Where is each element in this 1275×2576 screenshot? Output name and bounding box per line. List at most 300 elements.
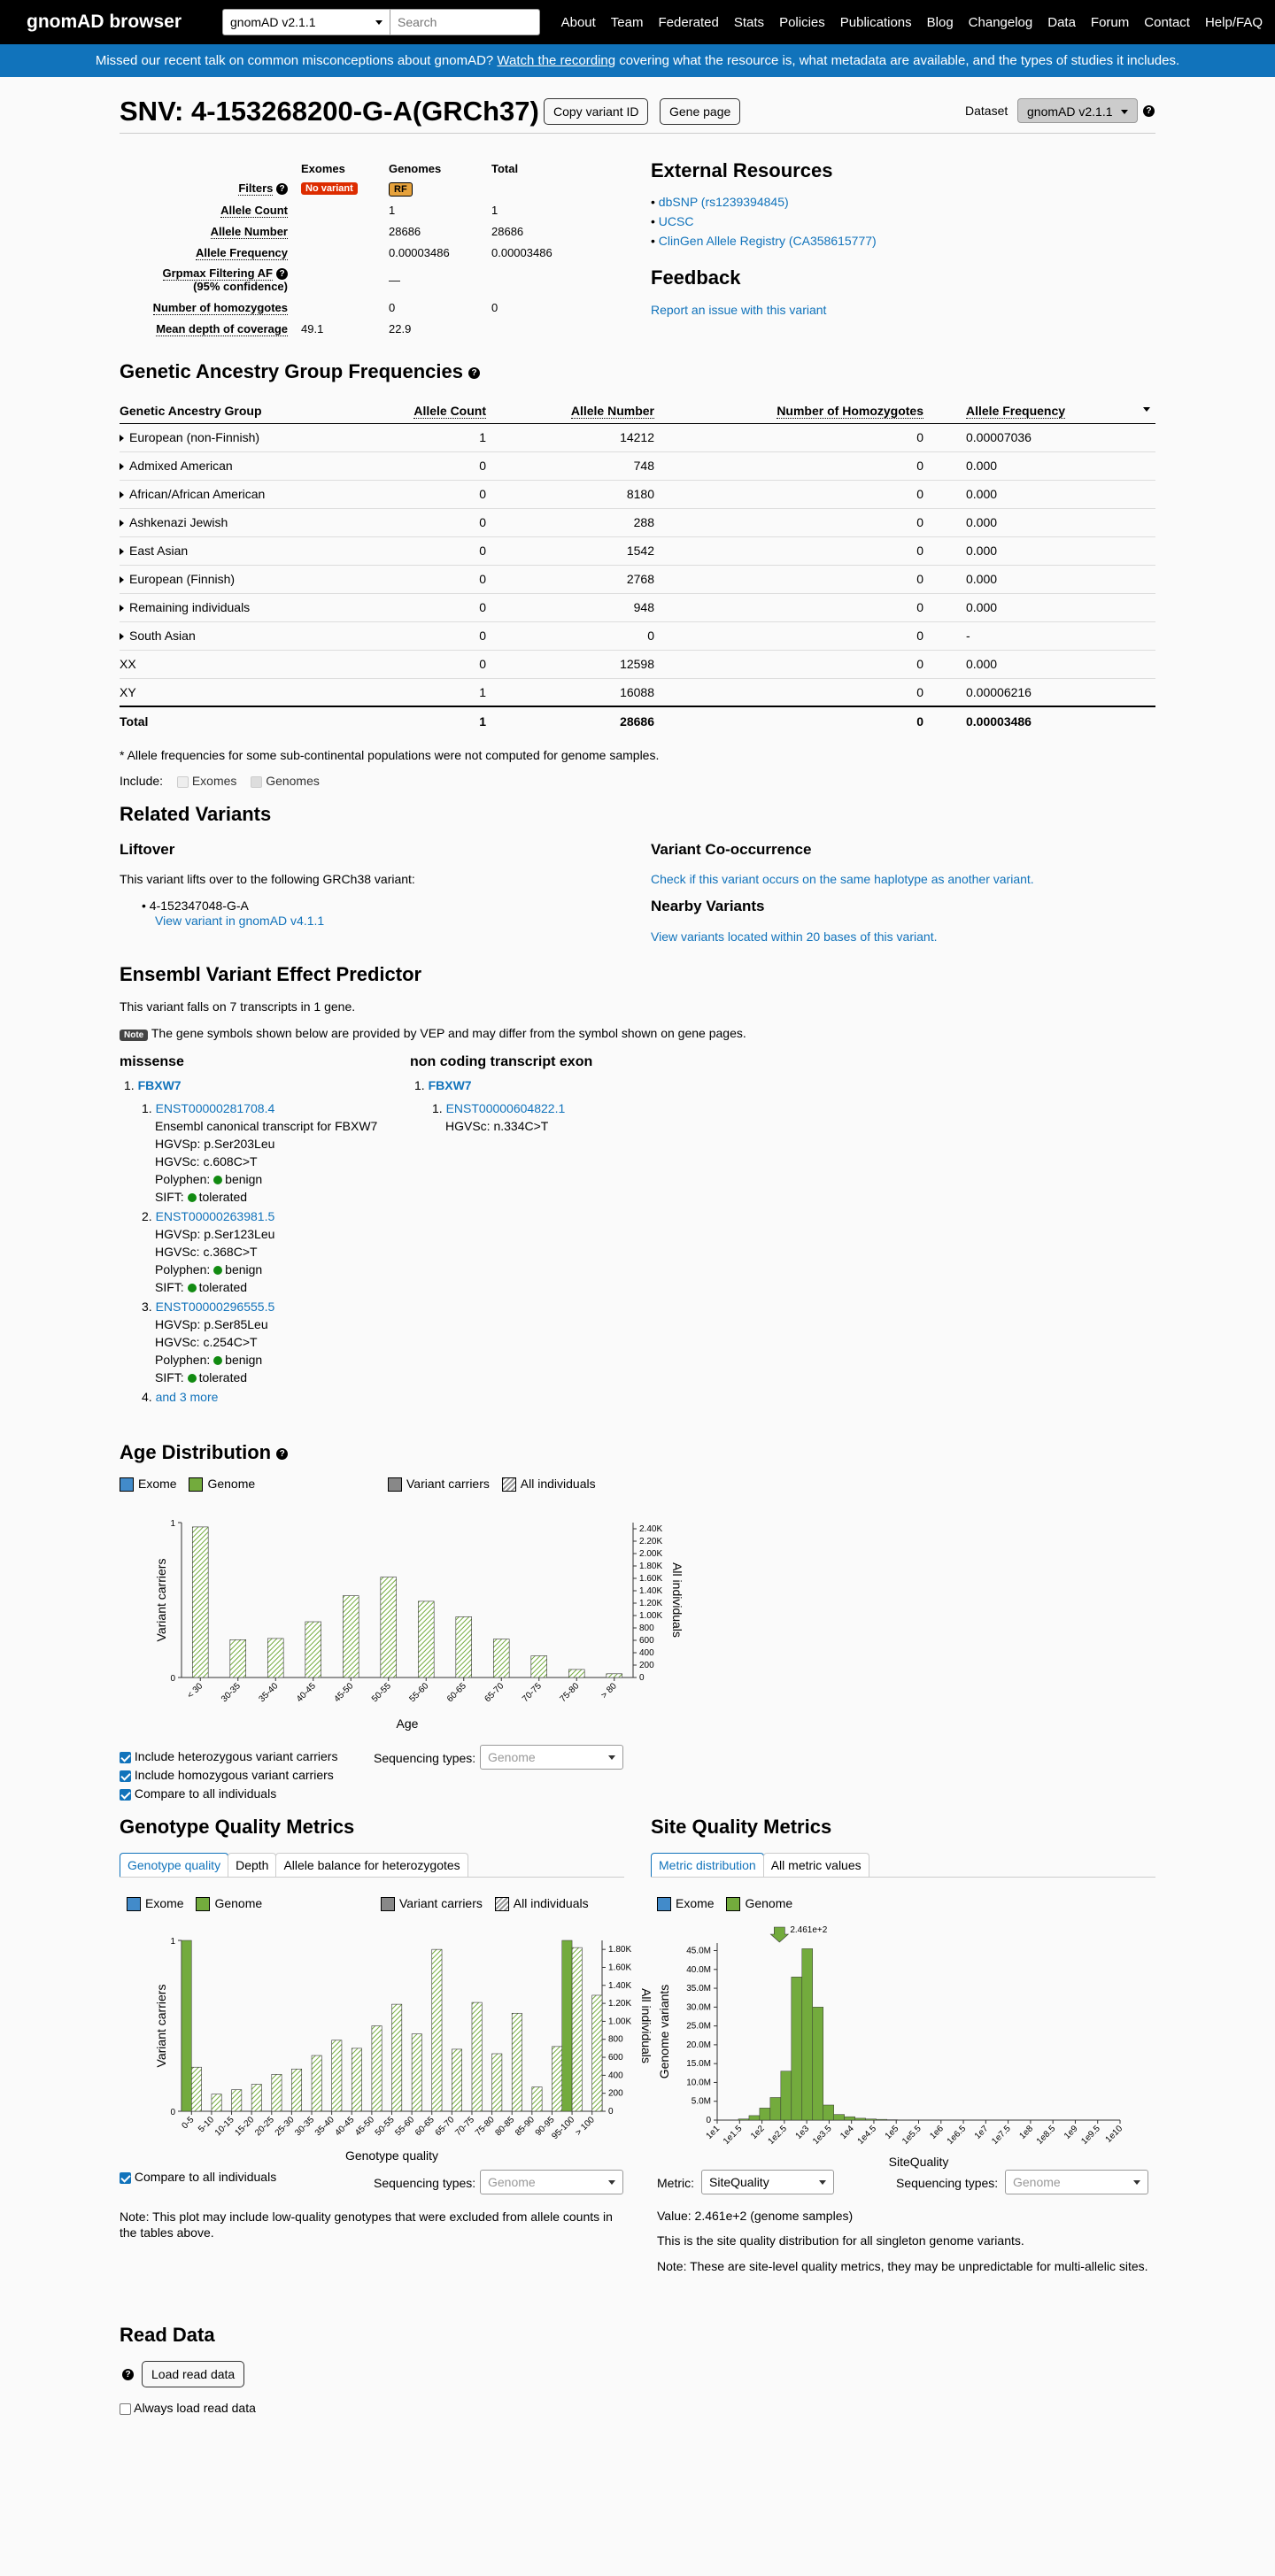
all-individuals-bar	[272, 2074, 282, 2111]
group-name: Total	[120, 713, 149, 729]
include-genomes-checkbox[interactable]	[251, 776, 262, 788]
cell-ac: 0	[385, 536, 491, 565]
external-resources-title: External Resources	[651, 159, 833, 181]
header-group[interactable]	[120, 395, 385, 423]
cell-hom: 0	[660, 621, 929, 650]
gq-compare	[120, 2170, 276, 2184]
cell-ac: 1	[385, 423, 491, 451]
polyphen	[155, 1261, 377, 1278]
polyphen-value: benign	[225, 1262, 263, 1276]
x-tick-label: 1e4	[838, 2124, 856, 2141]
cell-ac: 1	[385, 706, 491, 735]
genome-swatch	[189, 1477, 203, 1492]
banner-text: Missed our recent talk on common misconceptions about gnomAD?	[95, 53, 494, 68]
x-tick-label: 1e3.5	[811, 2124, 834, 2147]
x-tick-label: 1e9	[1062, 2124, 1080, 2141]
compare-all-checkbox[interactable]	[120, 1789, 131, 1801]
dataset-select[interactable]	[222, 9, 390, 35]
chevron-down-icon	[375, 20, 382, 25]
all-individuals-bar	[607, 1674, 622, 1677]
header-homozygotes-label: Number of Homozygotes	[777, 403, 923, 418]
transcript-link[interactable]: ENST00000263981.5	[155, 1209, 275, 1223]
histogram-bar	[760, 2108, 770, 2120]
x-tick-label: 80-85	[493, 2115, 517, 2139]
gene-page-button[interactable]: Gene page	[660, 98, 740, 125]
nav-link-data[interactable]: Data	[1047, 14, 1076, 30]
missense-gene-link[interactable]: FBXW7	[137, 1078, 182, 1092]
metric-select[interactable]	[701, 2170, 834, 2194]
chevron-down-icon	[819, 2180, 826, 2185]
x-tick-label: 1e1.5	[721, 2124, 745, 2147]
age-options	[120, 1747, 337, 1803]
all-individuals-bar	[492, 2054, 502, 2111]
external-link[interactable]: ClinGen Allele Registry (CA358615777)	[658, 234, 877, 248]
sq-seq-select[interactable]	[1005, 2170, 1148, 2194]
y2-tick-label: 600	[608, 2053, 623, 2063]
cell-an: 748	[491, 451, 660, 480]
include-exomes-checkbox[interactable]	[177, 776, 189, 788]
table-row	[120, 678, 1155, 706]
all-individuals-bar	[456, 1616, 472, 1677]
cell-ac: 0	[385, 650, 491, 678]
histogram-bar	[738, 2119, 749, 2120]
y2-tick-label: 1.20K	[639, 1599, 663, 1608]
announcement-banner	[0, 44, 1275, 77]
all-individuals-bar	[332, 2040, 342, 2111]
table-row[interactable]	[120, 536, 1155, 565]
histogram-bar	[855, 2118, 866, 2120]
nav-link-blog[interactable]: Blog	[926, 14, 954, 30]
all-individuals-bar	[512, 2013, 522, 2111]
noncoding-title: non coding transcript exon	[410, 1054, 593, 1069]
header-allele-count-label: Allele Count	[413, 403, 486, 418]
help-icon[interactable]: ?	[122, 2369, 134, 2380]
y-tick-label: 10.0M	[686, 2078, 711, 2088]
legend-exome: Exome	[145, 1896, 184, 1910]
dataset-label: Dataset	[965, 104, 1008, 118]
transcript-item: 1. ENST00000281708.4 Ensembl canonical transcript for FBXW7 HGVSp: p.Ser203Leu HGVSc: c.608C>T Polyphen: benign SIFT: tolerated	[142, 1101, 378, 1204]
x-tick-label: 1e1	[704, 2124, 722, 2141]
histogram-bar	[770, 2097, 781, 2120]
expand-icon[interactable]	[120, 633, 124, 640]
liftover-link[interactable]: View variant in gnomAD v4.1.1	[155, 914, 325, 928]
total-row	[120, 706, 1155, 735]
chevron-down-icon	[1133, 2180, 1140, 2185]
all-individuals-bar	[472, 2002, 482, 2111]
histogram-bar	[845, 2117, 855, 2120]
table-row[interactable]	[120, 621, 1155, 650]
all-individuals-bar	[552, 2047, 561, 2111]
cell-af: -	[929, 621, 1155, 650]
y-tick-label: 5.0M	[691, 2096, 711, 2107]
all-individuals-bar	[412, 2034, 421, 2111]
y2-tick-label: 2.20K	[639, 1537, 663, 1546]
x-tick-label: > 80	[599, 1681, 619, 1701]
summary-row-label	[163, 266, 288, 293]
y-axis-label: Variant carriers	[154, 1558, 168, 1642]
y2-tick-label: 200	[639, 1661, 654, 1670]
x-tick-label: < 30	[185, 1681, 205, 1701]
exome-swatch	[657, 1897, 671, 1911]
help-icon[interactable]: ?	[276, 183, 288, 195]
y-tick-label: 1	[170, 1937, 175, 1947]
sort-desc-icon	[1143, 407, 1150, 412]
y2-tick-label: 800	[608, 2034, 623, 2045]
age-legend-2	[388, 1477, 596, 1492]
sift-value: tolerated	[198, 1280, 248, 1294]
x-tick-label: 5-10	[197, 2115, 217, 2135]
summary-total-value: 1	[491, 204, 498, 217]
summary-genomes-value: 0	[389, 301, 396, 314]
cell-af: 0.00006216	[929, 678, 1155, 706]
x-tick-label: 30-35	[293, 2115, 317, 2139]
cooccurrence-link[interactable]: Check if this variant occurs on the same haplotype as another variant.	[651, 872, 1034, 886]
hgvsc: HGVSc: c.254C>T	[155, 1335, 258, 1349]
y2-tick-label: 400	[639, 1648, 654, 1658]
y2-tick-label: 1.20K	[608, 1999, 632, 2009]
group-name: Admixed American	[129, 459, 233, 473]
histogram-bar	[813, 2007, 823, 2120]
transcript-details	[155, 1225, 377, 1296]
noncoding-gene-link[interactable]: FBXW7	[428, 1078, 472, 1092]
expand-icon[interactable]	[120, 605, 124, 612]
x-tick-label: 1e9.5	[1079, 2124, 1102, 2147]
nav-link-changelog[interactable]: Changelog	[968, 14, 1033, 30]
dataset-dropdown-value: gnomAD v2.1.1	[1027, 104, 1113, 119]
summary-label-text: Allele Number	[210, 225, 288, 238]
sq-seq-label: Sequencing types:	[896, 2176, 999, 2190]
cell-hom: 0	[660, 565, 929, 593]
report-issue-link[interactable]: Report an issue with this variant	[651, 303, 827, 317]
table-row[interactable]	[120, 480, 1155, 508]
external-link-item: • ClinGen Allele Registry (CA358615777)	[651, 234, 877, 248]
dataset-dropdown[interactable]	[1017, 98, 1138, 123]
nearby-link[interactable]: View variants located within 20 bases of this variant.	[651, 929, 938, 944]
genotype-quality-title: Genotype Quality Metrics	[120, 1816, 355, 1838]
cell-group	[120, 508, 385, 536]
sift	[155, 1188, 377, 1206]
cell-group	[120, 565, 385, 593]
vep-title: Ensembl Variant Effect Predictor	[120, 963, 422, 985]
include-genomes-label: Genomes	[266, 774, 320, 788]
y-tick-label: 20.0M	[686, 2040, 711, 2050]
polyphen-dot-icon	[213, 1356, 222, 1365]
metric-select-value: SiteQuality	[709, 2175, 769, 2189]
summary-row-label	[220, 204, 288, 217]
age-distribution-chart	[120, 1505, 684, 1735]
x-tick-label: 20-25	[253, 2115, 276, 2139]
feedback-title: Feedback	[651, 266, 741, 289]
sift-label: SIFT:	[155, 1370, 184, 1384]
load-read-data-button[interactable]: Load read data	[142, 2361, 244, 2387]
gq-seq-value: Genome	[488, 2175, 536, 2189]
header-allele-number[interactable]	[491, 395, 660, 423]
header-homozygotes[interactable]	[660, 395, 929, 423]
x-tick-label: 85-90	[514, 2115, 537, 2139]
all-individuals-bar	[392, 2004, 402, 2111]
all-individuals-bar	[381, 1577, 397, 1677]
all-individuals-bar	[532, 2087, 542, 2111]
logo[interactable]: gnomAD browser	[27, 12, 182, 32]
include-row	[120, 774, 320, 788]
hgvsp: HGVSp: p.Ser203Leu	[155, 1137, 275, 1151]
main-nav	[561, 0, 1263, 44]
vep-note-text: The gene symbols shown below are provided by VEP and may differ from the symbol shown on gene pages.	[151, 1026, 746, 1040]
age-seq-label: Sequencing types:	[374, 1751, 476, 1765]
cell-group	[120, 650, 385, 678]
x-axis-label: Genotype quality	[344, 2148, 439, 2163]
external-link[interactable]: dbSNP (rs1239394845)	[658, 195, 789, 209]
liftover-variant-id: 4-152347048-G-A	[149, 899, 249, 913]
y2-tick-label: 1.60K	[608, 1963, 632, 1973]
age-distribution-title	[120, 1441, 288, 1464]
ancestry-title-text: Genetic Ancestry Group Frequencies	[120, 360, 463, 382]
table-row[interactable]	[120, 451, 1155, 480]
expand-icon[interactable]	[120, 463, 124, 470]
expand-icon[interactable]	[120, 576, 124, 583]
sq-tabs	[651, 1853, 1155, 1878]
all-individuals-bar	[352, 2048, 361, 2111]
histogram-bar	[834, 2115, 845, 2120]
heterozygous-checkbox[interactable]	[120, 1752, 131, 1763]
carrier-bar	[562, 1940, 572, 2111]
cell-hom: 0	[660, 508, 929, 536]
transcript-details	[155, 1117, 377, 1206]
nav-link-policies[interactable]: Policies	[779, 14, 825, 30]
x-tick-label: 1e8	[1017, 2124, 1036, 2141]
x-tick-label: 1e8.5	[1034, 2124, 1058, 2147]
banner-link[interactable]: Watch the recording	[497, 53, 616, 68]
more-item: 4. and 3 more	[142, 1390, 219, 1404]
cooccurrence-title: Variant Co-occurrence	[651, 841, 812, 858]
nav-link-contact[interactable]: Contact	[1144, 14, 1190, 30]
copy-variant-id-button[interactable]: Copy variant ID	[544, 98, 648, 125]
legend-genome: Genome	[745, 1896, 793, 1910]
search-input[interactable]	[390, 9, 540, 35]
y2-tick-label: 1.60K	[639, 1574, 663, 1584]
nav-link-publications[interactable]: Publications	[839, 14, 912, 30]
x-tick-label: 75-80	[558, 1681, 582, 1705]
histogram-bar	[749, 2116, 760, 2120]
table-row	[120, 650, 1155, 678]
header-allele-number-label: Allele Number	[570, 403, 654, 418]
x-tick-label: 60-65	[445, 1681, 468, 1705]
tab-allele-balance[interactable]: Allele balance for heterozygotes	[275, 1853, 468, 1877]
tab-all-metric-values[interactable]: All metric values	[763, 1853, 869, 1877]
col-genomes: Genomes	[389, 162, 442, 175]
expand-icon[interactable]	[120, 520, 124, 527]
read-data-title: Read Data	[120, 2324, 215, 2346]
x-tick-label: 60-65	[413, 2115, 437, 2139]
x-axis-label: Age	[396, 1716, 419, 1731]
age-seq-select[interactable]	[480, 1745, 623, 1770]
expand-icon[interactable]	[120, 435, 124, 442]
tab-genotype-quality[interactable]: Genotype quality	[120, 1853, 228, 1877]
external-link[interactable]: UCSC	[658, 214, 694, 228]
hgvsc: HGVSc: c.368C>T	[155, 1245, 258, 1259]
x-tick-label: 35-40	[313, 2115, 336, 2139]
genome-swatch	[196, 1897, 210, 1911]
table-row[interactable]	[120, 593, 1155, 621]
summary-genomes-value: 22.9	[389, 322, 412, 335]
header-allele-frequency[interactable]	[929, 395, 1155, 423]
help-icon[interactable]: ?	[468, 367, 480, 379]
all-individuals-bar	[432, 1949, 442, 2111]
table-row[interactable]	[120, 508, 1155, 536]
cell-ac: 0	[385, 451, 491, 480]
nav-link-helpfaq[interactable]: Help/FAQ	[1204, 14, 1263, 30]
value-marker-label: 2.461e+2	[790, 1925, 828, 1935]
legend-exome: Exome	[676, 1896, 715, 1910]
compare-all-label: Compare to all individuals	[134, 1786, 277, 1801]
age-seq-value: Genome	[488, 1750, 536, 1764]
transcript-link[interactable]: ENST00000296555.5	[155, 1300, 275, 1314]
all-individuals-bar	[568, 1670, 584, 1677]
nearby-title: Nearby Variants	[651, 898, 765, 914]
genotype-quality-chart	[120, 1925, 653, 2163]
hgvsc: HGVSc: c.608C>T	[155, 1154, 258, 1168]
always-load-row	[120, 2401, 256, 2415]
noncoding-hgvsc: HGVSc: n.334C>T	[445, 1119, 549, 1133]
x-tick-label: 50-55	[370, 1681, 393, 1705]
summary-label-sub: (95% confidence)	[193, 280, 288, 294]
cell-af: 0.000	[929, 565, 1155, 593]
missense-gene: 1. FBXW7	[124, 1078, 182, 1092]
sift	[155, 1369, 377, 1386]
y2-tick-label: 400	[608, 2071, 623, 2081]
x-tick-label: 30-35	[220, 1681, 243, 1705]
x-tick-label: 25-30	[273, 2115, 297, 2139]
header-allele-count[interactable]	[385, 395, 491, 423]
carrier-bar	[182, 1940, 191, 2111]
age-title-text: Age Distribution	[120, 1441, 272, 1463]
x-tick-label: 35-40	[257, 1681, 281, 1705]
table-row[interactable]	[120, 565, 1155, 593]
top-navbar	[0, 0, 1275, 44]
y2-tick-label: 600	[639, 1636, 654, 1646]
transcript-link[interactable]: ENST00000281708.4	[155, 1101, 275, 1115]
genome-filter-badge[interactable]: RF	[389, 182, 413, 197]
sq-legend	[657, 1896, 792, 1911]
nav-link-stats[interactable]: Stats	[733, 14, 765, 30]
y-tick-label: 35.0M	[686, 1984, 711, 1994]
noncoding-gene: 1. FBXW7	[414, 1078, 472, 1092]
noncoding-transcript-link[interactable]: ENST00000604822.1	[445, 1101, 566, 1115]
x-tick-label: 1e10	[1103, 2124, 1125, 2145]
expand-icon[interactable]	[120, 548, 124, 555]
summary-row-label	[153, 301, 288, 314]
gq-compare-label: Compare to all individuals	[134, 2170, 277, 2184]
x-tick-label: 45-50	[353, 2115, 377, 2139]
liftover-title: Liftover	[120, 841, 175, 858]
cell-hom: 0	[660, 536, 929, 565]
all-individuals-bar	[452, 2049, 461, 2111]
transcript-item: 2. ENST00000263981.5 HGVSp: p.Ser123Leu HGVSc: c.368C>T Polyphen: benign SIFT: tolerated	[142, 1207, 377, 1296]
cell-an: 0	[491, 621, 660, 650]
summary-genomes-value: 1	[389, 204, 396, 217]
frequency-summary-table	[120, 159, 615, 345]
exome-swatch	[120, 1477, 134, 1492]
cell-group	[120, 423, 385, 451]
table-row[interactable]	[120, 423, 1155, 451]
exome-swatch	[127, 1897, 141, 1911]
always-load-checkbox[interactable]	[120, 2403, 131, 2415]
legend-genome: Genome	[207, 1477, 256, 1491]
y-tick-label: 1	[170, 1519, 175, 1529]
include-exomes-label: Exomes	[191, 774, 237, 788]
help-icon[interactable]: ?	[276, 268, 288, 280]
y2-tick-label: 1.00K	[639, 1611, 663, 1621]
all-individuals-bar	[418, 1601, 434, 1677]
tab-metric-distribution[interactable]: Metric distribution	[651, 1853, 764, 1877]
y2-tick-label: 1.00K	[608, 2017, 632, 2027]
nav-link-about[interactable]: About	[560, 14, 596, 30]
y-tick-label: 0	[170, 1674, 175, 1684]
all-individuals-bar	[230, 1639, 246, 1677]
help-icon[interactable]: ?	[276, 1448, 288, 1460]
x-tick-label: 70-75	[453, 2115, 477, 2139]
y-tick-label: 30.0M	[686, 2002, 711, 2013]
all-individuals-bar	[572, 1947, 582, 2111]
gq-compare-checkbox[interactable]	[120, 2172, 131, 2184]
tab-depth[interactable]: Depth	[228, 1853, 276, 1877]
nav-link-team[interactable]: Team	[610, 14, 644, 30]
always-load-label: Always load read data	[134, 2401, 256, 2415]
cell-hom: 0	[660, 593, 929, 621]
note-badge: Note	[120, 1030, 148, 1041]
polyphen-value: benign	[225, 1353, 263, 1367]
group-name: XX	[120, 657, 136, 671]
legend-all-individuals: All individuals	[520, 1477, 596, 1491]
polyphen-dot-icon	[213, 1176, 222, 1184]
cell-af: 0.000	[929, 593, 1155, 621]
cell-af: 0.000	[929, 650, 1155, 678]
x-tick-label: 45-50	[332, 1681, 356, 1705]
cell-group	[120, 451, 385, 480]
hgvsp: HGVSp: p.Ser123Leu	[155, 1227, 275, 1241]
y2-tick-label: 1.40K	[608, 1980, 632, 1991]
legend-genome: Genome	[214, 1896, 263, 1910]
cell-an: 8180	[491, 480, 660, 508]
expand-icon[interactable]	[120, 491, 124, 498]
summary-total-value: 28686	[491, 225, 524, 238]
help-icon[interactable]: ?	[1143, 105, 1155, 117]
x-tick-label: 55-60	[407, 1681, 431, 1705]
nav-link-forum[interactable]: Forum	[1090, 14, 1130, 30]
homozygous-checkbox[interactable]	[120, 1770, 131, 1782]
more-transcripts-link[interactable]: and 3 more	[155, 1390, 219, 1404]
x-tick-label: 55-60	[393, 2115, 417, 2139]
cell-group	[120, 706, 385, 735]
y-tick-label: 45.0M	[686, 1946, 711, 1956]
exome-filter-badge[interactable]: No variant	[301, 182, 358, 195]
cell-ac: 0	[385, 508, 491, 536]
gq-tabs	[120, 1853, 624, 1878]
summary-label-text: Mean depth of coverage	[156, 322, 288, 335]
cell-af: 0.000	[929, 480, 1155, 508]
summary-row-label	[156, 322, 288, 335]
cell-group	[120, 536, 385, 565]
sift-dot-icon	[188, 1284, 197, 1292]
dataset-select-value: gnomAD v2.1.1	[230, 15, 316, 29]
all-individuals-bar	[343, 1596, 359, 1677]
gq-seq-select[interactable]	[480, 2170, 623, 2194]
y2-tick-label: 1.40K	[639, 1586, 663, 1596]
summary-label-text: Allele Count	[220, 204, 288, 217]
nav-link-federated[interactable]: Federated	[658, 14, 719, 30]
ancestry-table-body	[120, 423, 1155, 735]
cell-af: 0.00007036	[929, 423, 1155, 451]
